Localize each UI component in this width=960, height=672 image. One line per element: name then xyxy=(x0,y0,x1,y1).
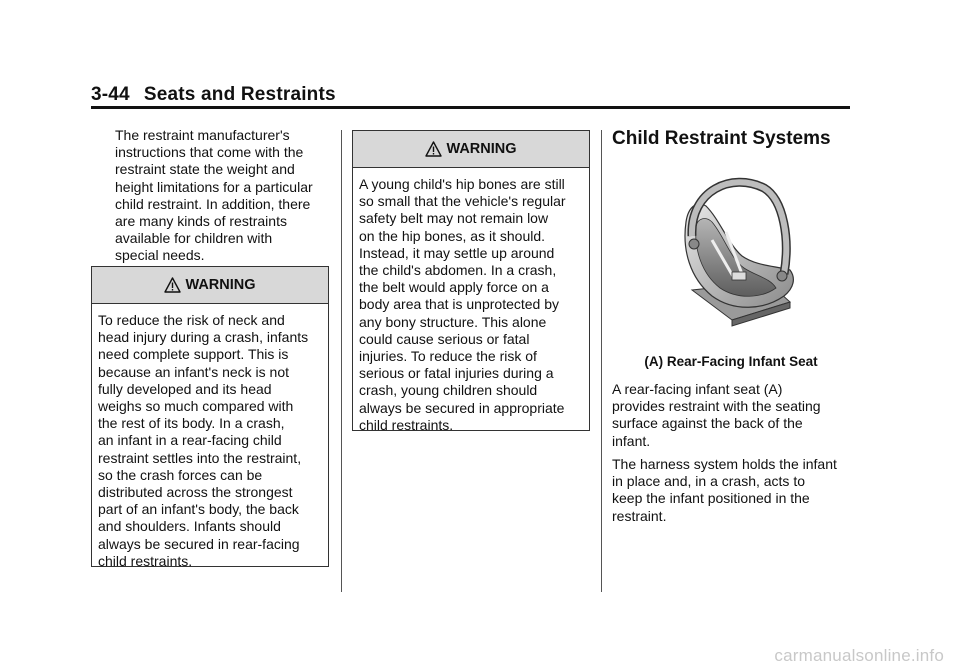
text-line: on the hip bones, as it should. xyxy=(359,227,546,244)
text-line: special needs. xyxy=(115,247,205,264)
text-line: always be secured in appropriate xyxy=(359,399,565,416)
text-line: the child's abdomen. In a crash, xyxy=(359,262,557,279)
warning-triangle-icon xyxy=(425,141,442,157)
warning-header xyxy=(92,267,328,304)
text-line: injuries. To reduce the risk of xyxy=(359,348,537,365)
text-line: crash, young children should xyxy=(359,382,538,399)
text-line: A young child's hip bones are still xyxy=(359,176,565,192)
infant-seat-illustration xyxy=(672,170,802,330)
text-line: in place and, in a crash, acts to xyxy=(612,473,805,490)
text-line: the rest of its body. In a crash, xyxy=(98,415,285,432)
text-line: body area that is unprotected by xyxy=(359,296,560,313)
text-line: Instead, it may settle up around xyxy=(359,244,555,261)
text-line: A rear-facing infant seat (A) xyxy=(612,381,783,397)
section-title: Seats and Restraints xyxy=(143,84,336,105)
warning-header xyxy=(353,131,589,168)
page-header xyxy=(91,84,336,106)
warning-title: WARNING xyxy=(446,141,517,157)
text-line: The restraint manufacturer's xyxy=(115,127,290,143)
text-line: an infant in a rear-facing child xyxy=(98,432,282,449)
text-line: instructions that come with the xyxy=(115,144,304,161)
watermark: carmanualsonline.info xyxy=(774,646,944,665)
warning-text xyxy=(92,304,328,570)
text-line: surface against the back of the xyxy=(612,415,803,432)
text-line: child restraint. In addition, there xyxy=(115,195,311,212)
text-line: are many kinds of restraints xyxy=(115,213,287,230)
text-line: need complete support. This is xyxy=(98,346,289,363)
text-line: part of an infant's body, the back xyxy=(98,501,299,518)
text-line: any bony structure. This alone xyxy=(359,313,547,330)
warning-box-neck-injury xyxy=(91,266,329,567)
text-line: serious or fatal injuries during a xyxy=(359,365,554,382)
text-line: safety belt may not remain low xyxy=(359,210,549,227)
text-line: so small that the vehicle's regular xyxy=(359,193,566,210)
text-line: To reduce the risk of neck and xyxy=(98,312,285,328)
page-number: 3-44 xyxy=(91,84,130,105)
column-divider-right xyxy=(601,130,602,592)
text-line: fully developed and its head xyxy=(98,380,272,397)
text-line: available for children with xyxy=(115,230,273,247)
text-line: restraint. xyxy=(612,507,667,524)
text-line: and shoulders. Infants should xyxy=(98,518,281,535)
text-line: restraint settles into the restraint, xyxy=(98,449,302,466)
text-line: so the crash forces can be xyxy=(98,466,263,483)
text-line: distributed across the strongest xyxy=(98,484,293,501)
text-line: the belt would apply force on a xyxy=(359,279,549,296)
text-line: height limitations for a particular xyxy=(115,178,313,195)
text-line: child restraints. xyxy=(98,552,193,569)
text-line: The harness system holds the infant xyxy=(612,456,837,472)
intro-paragraph xyxy=(115,127,313,265)
text-line: always be secured in rear-facing xyxy=(98,535,300,552)
text-line: child restraints. xyxy=(359,416,454,433)
column-divider-left xyxy=(341,130,342,592)
section-heading: Child Restraint Systems xyxy=(612,128,831,149)
text-line: because an infant's neck is not xyxy=(98,363,290,380)
figure-caption: (A) Rear-Facing Infant Seat xyxy=(644,354,818,369)
text-line: restraint state the weight and xyxy=(115,161,295,178)
warning-box-hip-bones xyxy=(352,130,590,431)
text-line: infant. xyxy=(612,432,651,449)
header-rule xyxy=(91,106,850,109)
text-line: could cause serious or fatal xyxy=(359,330,530,347)
text-line: provides restraint with the seating xyxy=(612,398,821,415)
paragraph-rear-facing-seat xyxy=(612,381,821,450)
warning-text xyxy=(353,168,589,434)
text-line: weighs so much compared with xyxy=(98,398,294,415)
text-line: head injury during a crash, infants xyxy=(98,329,309,346)
warning-title: WARNING xyxy=(185,277,256,293)
text-line: keep the infant positioned in the xyxy=(612,490,810,507)
warning-triangle-icon xyxy=(164,277,181,293)
paragraph-harness-system xyxy=(612,456,837,525)
